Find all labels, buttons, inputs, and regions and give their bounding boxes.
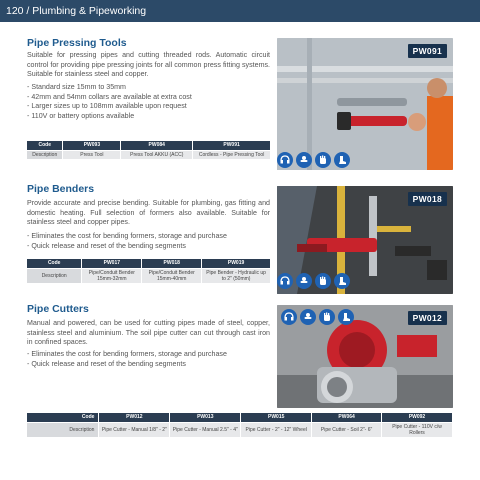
- table-row-header: Description: [27, 422, 99, 437]
- table-header-cell: PW019: [202, 259, 271, 268]
- table-row: [27, 259, 271, 268]
- table-cell: Pipe Cutter - Manual 1/8" - 2": [99, 422, 170, 437]
- table-row: [27, 141, 271, 150]
- table-row-header: Code: [27, 259, 82, 268]
- product-code-badge: PW091: [408, 44, 447, 58]
- bullet-list-benders: [27, 232, 272, 251]
- table-header-cell: PW013: [170, 413, 241, 422]
- table-row: [27, 422, 453, 437]
- section-title-pressing: Pipe Pressing Tools: [27, 37, 127, 49]
- list-item: - 42mm and 54mm collars are available at extra cost: [27, 93, 272, 103]
- table-row-header: Description: [27, 150, 63, 159]
- list-item: - Quick release and reset of the bending segments: [27, 242, 272, 252]
- ppe-icons-pressing: [277, 152, 350, 168]
- eye-protection-icon: [300, 309, 316, 325]
- product-photo-pressing: [277, 38, 453, 170]
- table-header-cell: PW012: [99, 413, 170, 422]
- table-cell: Press Tool AKKU (ACC): [121, 150, 193, 159]
- table-cell: Press Tool: [63, 150, 121, 159]
- spec-table-pressing: [27, 141, 271, 159]
- product-code-badge: PW018: [408, 192, 447, 206]
- table-row-header: Description: [27, 268, 82, 283]
- table-cell: Pipe Cutter - Manual 2.5" - 4": [170, 422, 241, 437]
- table-row-header: Code: [27, 413, 99, 422]
- foot-protection-icon: [334, 152, 350, 168]
- eye-protection-icon: [296, 152, 312, 168]
- table-row: [27, 150, 271, 159]
- list-item: - 110V or battery options available: [27, 112, 272, 122]
- list-item: - Larger sizes up to 108mm available upon request: [27, 102, 272, 112]
- table-cell: Pipe Cutter - 2" - 12" Wheel: [241, 422, 312, 437]
- hand-protection-icon: [315, 273, 331, 289]
- table-header-cell: PW092: [382, 413, 453, 422]
- hand-protection-icon: [315, 152, 331, 168]
- table-header-cell: PW084: [121, 141, 193, 150]
- list-item: - Quick release and reset of the bending segments: [27, 360, 272, 370]
- list-item: - Standard size 15mm to 35mm: [27, 83, 272, 93]
- list-item: - Eliminates the cost for bending formers, storage and purchase: [27, 232, 272, 242]
- table-header-cell: PW093: [63, 141, 121, 150]
- table-cell: Pipe/Conduit Bender 15mm-40mm: [142, 268, 202, 283]
- section-body-benders: Provide accurate and precise bending. Suitable for plumbing, gas fitting and domestic heating. Full selection of formers also available. Suitable for stainless steel and copper pipes.: [27, 199, 270, 227]
- table-cell: Pipe/Conduit Bender 15mm-32mm: [82, 268, 142, 283]
- table-cell: Pipe Cutter - 110V c/w Rollers: [382, 422, 453, 437]
- list-item: - Eliminates the cost for bending formers, storage and purchase: [27, 350, 272, 360]
- ppe-icons-cutters: [281, 309, 354, 325]
- ear-protection-icon: [277, 152, 293, 168]
- section-body-cutters: Manual and powered, can be used for cutting pipes made of steel, copper, stainless steel and aluminium. The soil pipe cutter can cut through cast iron in confined spaces.: [27, 319, 270, 347]
- table-row: [27, 413, 453, 422]
- ppe-icons-benders: [277, 273, 350, 289]
- product-code-badge: PW012: [408, 311, 447, 325]
- page-header: [0, 0, 480, 22]
- bullet-list-pressing: [27, 83, 272, 122]
- table-header-cell: PW018: [142, 259, 202, 268]
- spec-table-benders: [27, 259, 271, 283]
- table-header-cell: PW064: [312, 413, 382, 422]
- table-header-cell: PW015: [241, 413, 312, 422]
- hand-protection-icon: [319, 309, 335, 325]
- table-cell: Pipe Cutter - Soil 2"- 6": [312, 422, 382, 437]
- foot-protection-icon: [338, 309, 354, 325]
- ear-protection-icon: [277, 273, 293, 289]
- table-cell: Pipe Bender - Hydraulic up to 2" (50mm): [202, 268, 271, 283]
- bullet-list-cutters: [27, 350, 272, 369]
- eye-protection-icon: [296, 273, 312, 289]
- foot-protection-icon: [334, 273, 350, 289]
- table-row: [27, 268, 271, 283]
- product-photo-cutters: [277, 305, 453, 408]
- table-row-header: Code: [27, 141, 63, 150]
- spec-table-cutters: [27, 413, 453, 437]
- page-header-title: 120 / Plumbing & Pipeworking: [6, 5, 147, 17]
- section-title-benders: Pipe Benders: [27, 183, 95, 195]
- table-header-cell: PW091: [193, 141, 271, 150]
- section-title-cutters: Pipe Cutters: [27, 303, 89, 315]
- ear-protection-icon: [281, 309, 297, 325]
- table-header-cell: PW017: [82, 259, 142, 268]
- section-body-pressing: Suitable for pressing pipes and cutting threaded rods. Automatic circuit control for providing pipe pressing joints for all common press fitting systems. Suitable for stainless steel and copper.: [27, 51, 270, 79]
- table-cell: Cordless - Pipe Pressing Tool: [193, 150, 271, 159]
